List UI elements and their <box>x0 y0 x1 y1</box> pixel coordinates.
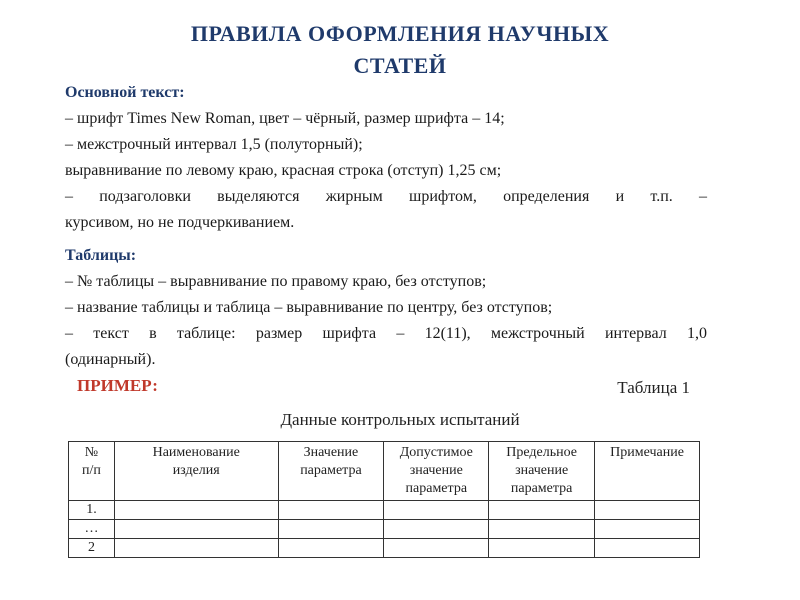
table-cell <box>595 520 700 539</box>
main-text-line: – подзаголовки выделяются жирным шрифтом, определения и т.п. – <box>65 188 707 205</box>
table-cell <box>595 539 700 558</box>
table-header-row <box>69 442 700 501</box>
tables-heading: Таблицы: <box>65 247 137 264</box>
table-cell <box>489 501 595 520</box>
table-row <box>69 501 700 520</box>
table-cell <box>278 539 384 558</box>
col-header-item-name: Наименование изделия <box>114 442 278 501</box>
table-cell <box>278 520 384 539</box>
example-table <box>68 441 700 558</box>
table-cell <box>384 501 489 520</box>
col-header-allowed-value: Допустимое значение параметра <box>384 442 489 501</box>
tables-section <box>65 243 707 373</box>
table-cell-number: 1. <box>69 501 115 520</box>
page-title <box>0 18 800 82</box>
main-text-line: – межстрочный интервал 1,5 (полуторный); <box>65 136 363 153</box>
table-row <box>69 539 700 558</box>
table-cell-number: … <box>69 520 115 539</box>
main-text-line: курсивом, но не подчеркиванием. <box>65 214 295 231</box>
table-cell-number: 2 <box>69 539 115 558</box>
table-cell <box>114 501 278 520</box>
table-cell <box>489 539 595 558</box>
table-number: Таблица 1 <box>617 378 690 397</box>
table-cell <box>114 539 278 558</box>
table-cell <box>595 501 700 520</box>
table-title: Данные контрольных испытаний <box>280 410 520 429</box>
col-header-number: № п/п <box>69 442 115 501</box>
col-header-limit-value: Предельное значение параметра <box>489 442 595 501</box>
table-cell <box>384 539 489 558</box>
col-header-parameter-value: Значение параметра <box>278 442 384 501</box>
tables-rule-line: – текст в таблице: размер шрифта – 12(11), межстрочный интервал 1,0 <box>65 325 707 342</box>
example-label: ПРИМЕР: <box>77 376 158 395</box>
main-text-heading: Основной текст: <box>65 84 185 101</box>
table-row <box>69 520 700 539</box>
tables-rule-line: – название таблицы и таблица – выравнивание по центру, без отступов; <box>65 299 553 316</box>
table-cell <box>384 520 489 539</box>
tables-rule-line: (одинарный). <box>65 351 156 368</box>
main-text-line: – шрифт Times New Roman, цвет – чёрный, размер шрифта – 14; <box>65 110 505 127</box>
main-text-section <box>65 80 707 236</box>
title-line-2: СТАТЕЙ <box>353 53 447 78</box>
tables-rule-line: – № таблицы – выравнивание по правому краю, без отступов; <box>65 273 487 290</box>
main-text-line: выравнивание по левому краю, красная строка (отступ) 1,25 см; <box>65 162 502 179</box>
title-line-1: ПРАВИЛА ОФОРМЛЕНИЯ НАУЧНЫХ <box>190 21 610 46</box>
col-header-note: Примечание <box>595 442 700 501</box>
table-cell <box>489 520 595 539</box>
table-cell <box>114 520 278 539</box>
table-cell <box>278 501 384 520</box>
